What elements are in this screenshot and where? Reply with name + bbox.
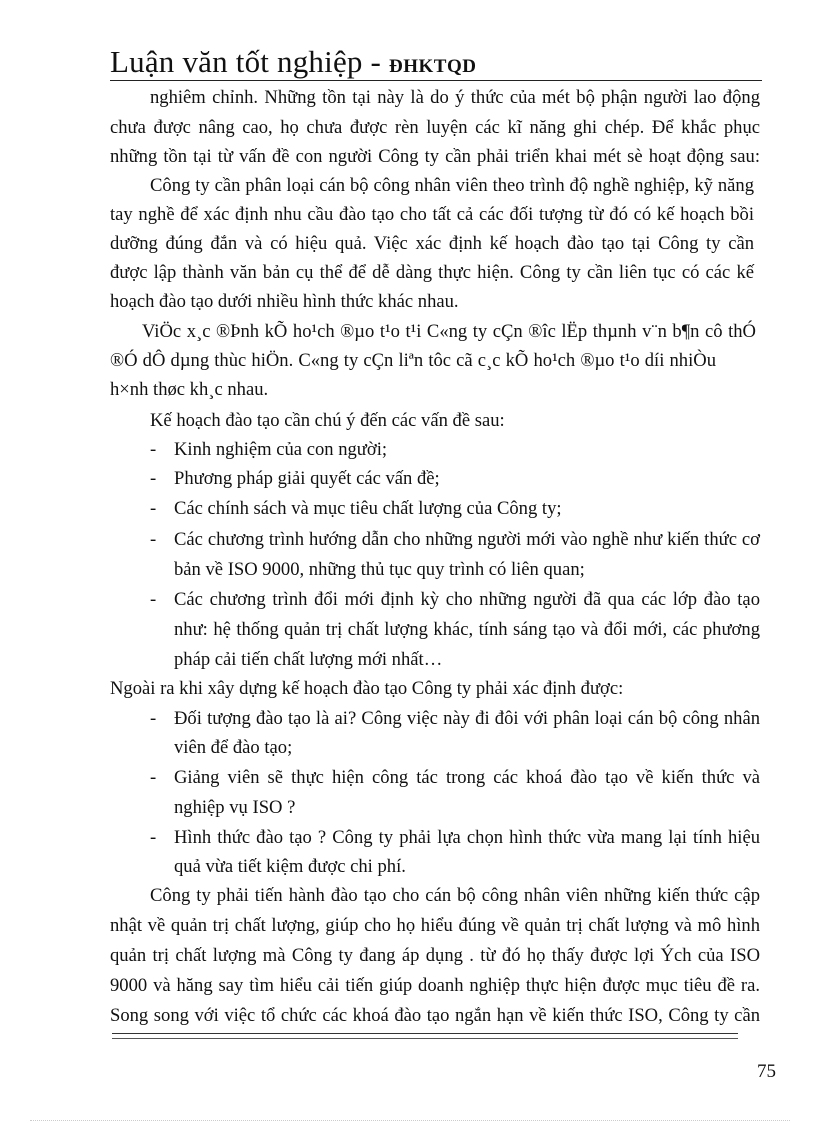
header-rule (110, 80, 762, 81)
text-line: Giảng viên sẽ thực hiện công tác trong các khoá đào tạo về kiến thức và (174, 767, 760, 788)
text-line: Kế hoạch đào tạo cần chú ý đến các vấn đề sau: (150, 410, 505, 431)
text-line: h×nh thøc kh¸c nhau. (110, 379, 269, 400)
bullet-marker: - (150, 589, 157, 610)
document-title: Luận văn tốt nghiệp - (110, 44, 390, 79)
text-line: Công ty phải tiến hành đào tạo cho cán bộ công nhân viên những kiến thức cập (150, 885, 760, 906)
page-edge-divider (30, 1120, 790, 1121)
text-line: hoạch đào tạo dưới nhiều hình thức khác nhau. (110, 291, 459, 312)
text-line: được lập thành văn bản cụ thể để dễ dàng thực hiện. Công ty cần liên tục có các kế (110, 262, 754, 283)
text-line: Đối tượng đào tạo là ai? Công việc này đi đôi với phân loại cán bộ công nhân (174, 708, 760, 729)
text-line: quả vừa tiết kiệm được chi phí. (174, 856, 406, 877)
text-line: Hình thức đào tạo ? Công ty phải lựa chọn hình thức vừa mang lại tính hiệu (174, 827, 760, 848)
bullet-marker: - (150, 468, 157, 489)
text-line: nhật về quản trị chất lượng, giúp cho họ hiểu đúng về quản trị chất lượng và mô hình (110, 915, 760, 936)
bullet-marker: - (150, 439, 157, 460)
text-line: Song song với việc tổ chức các khoá đào tạo ngắn hạn về kiến thức ISO, Công ty cần (110, 1005, 760, 1026)
text-line: pháp cải tiến chất lượng mới nhất… (174, 649, 443, 670)
text-line: ®Ó dÔ dµng thùc hiÖn. C«ng ty cÇn liªn tôc cã c¸c kÕ ho¹ch ®µo t¹o díi nhiÒu (110, 350, 716, 371)
bullet-marker: - (150, 767, 157, 788)
text-line: tay nghề để xác định nhu cầu đào tạo cho tất cả các đối tượng từ đó có kế hoạch bồi (110, 204, 754, 225)
page-header (110, 44, 762, 84)
text-line: Ngoài ra khi xây dựng kế hoạch đào tạo Công ty phải xác định được: (110, 678, 624, 699)
text-line: nghiêm chỉnh. Những tồn tại này là do ý thức của mét bộ phận người lao động (150, 87, 760, 108)
text-line: Phương pháp giải quyết các vấn đề; (174, 468, 440, 489)
text-line: chưa được nâng cao, họ chưa được rèn luyện các kĩ năng ghi chép. Để khắc phục (110, 117, 760, 138)
text-line: dưỡng đúng đắn và có hiệu quả. Việc xác định kế hoạch đào tạo tại Công ty cần (110, 233, 754, 254)
bullet-marker: - (150, 708, 157, 729)
text-line: Các chính sách và mục tiêu chất lượng của Công ty; (174, 498, 562, 519)
institution-abbreviation: ĐHKTQD (389, 56, 477, 77)
footer-rule (112, 1033, 738, 1034)
text-line: Công ty cần phân loại cán bộ công nhân viên theo trình độ nghề nghiệp, kỹ năng (150, 175, 754, 196)
footer-rule (112, 1038, 738, 1039)
page-number: 75 (757, 1061, 776, 1082)
text-line: Các chương trình hướng dẫn cho những người mới vào nghề như kiến thức cơ (174, 529, 760, 550)
text-line: nghiệp vụ ISO ? (174, 797, 296, 818)
text-line: quản trị chất lượng mà Công ty đang áp dụng . từ đó họ thấy được lợi Ých của ISO (110, 945, 760, 966)
text-line: những tồn tại từ vấn đề con người Công ty cần phải triển khai mét sè hoạt động sau: (110, 146, 760, 167)
bullet-marker: - (150, 529, 157, 550)
text-line: như: hệ thống quản trị chất lượng khác, tính sáng tạo và đổi mới, các phương (174, 619, 760, 640)
bullet-marker: - (150, 498, 157, 519)
text-line: Kinh nghiệm của con người; (174, 439, 388, 460)
text-line: 9000 và hăng say tìm hiểu cải tiến giúp doanh nghiệp thực hiện được mục tiêu đề ra. (110, 975, 760, 996)
text-line: bản về ISO 9000, những thủ tục quy trình có liên quan; (174, 559, 585, 580)
text-line: ViÖc x¸c ®Þnh kÕ ho¹ch ®µo t¹o t¹i C«ng ty cÇn ®îc lËp thµnh v¨n b¶n cô thÓ (142, 321, 756, 342)
text-line: viên để đào tạo; (174, 737, 293, 758)
bullet-marker: - (150, 827, 157, 848)
text-line: Các chương trình đổi mới định kỳ cho những người đã qua các lớp đào tạo (174, 589, 760, 610)
